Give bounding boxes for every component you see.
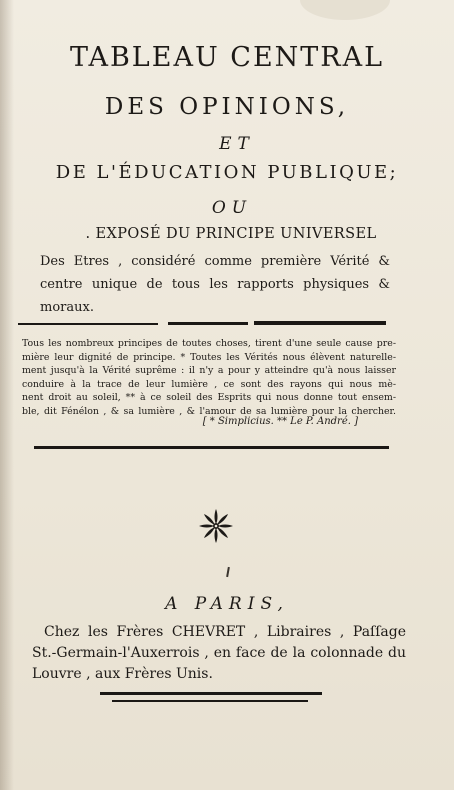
- paper-stain: [300, 0, 390, 20]
- imprint-place: A PARIS,: [165, 594, 289, 614]
- epigraph-line: nent droit au soleil, ** à ce soleil des Esprits qui nous donne tout ensem-: [22, 392, 396, 404]
- title-line-1: TABLEAU CENTRAL: [69, 42, 385, 73]
- ink-mark: [226, 567, 230, 577]
- title-line-6: . EXPOSÉ DU PRINCIPE UNIVERSEL: [85, 226, 377, 242]
- rule-top-middle: [168, 322, 248, 325]
- epigraph-attribution: [ * Simplicius. ** Le P. André. ]: [202, 416, 358, 427]
- epigraph-line: ble, dit Fénélon , & sa lumière , & l'amour de sa lumière pour la chercher.: [22, 405, 396, 417]
- imprint-line-1: Chez les Frères CHEVRET , Libraires , Paſſage: [44, 624, 406, 640]
- title-line-5: OU: [211, 198, 253, 218]
- rule-below-epigraph: [34, 446, 389, 449]
- epigraph-line: conduire à la trace de leur lumière , ce sont des rayons qui nous mè-: [22, 378, 396, 390]
- imprint: [32, 622, 406, 685]
- rule-bottom-lower: [112, 700, 308, 702]
- title-line-2: DES OPINIONS,: [104, 94, 350, 120]
- rule-bottom-upper: [100, 692, 322, 695]
- subtitle-line-2: centre unique de tous les rapports physiques &: [40, 277, 390, 292]
- imprint-line-3: Louvre , aux Frères Unis.: [32, 666, 213, 682]
- rule-top-left: [18, 323, 158, 325]
- fleuron-ornament: [197, 507, 235, 545]
- title-line-3: ET: [219, 134, 255, 154]
- rule-top-right: [254, 321, 386, 325]
- subtitle-line-3: moraux.: [40, 300, 94, 315]
- epigraph-line: ment jusqu'à la Vérité suprême : il n'y a pour y atteindre qu'à nous laisser: [22, 365, 396, 377]
- epigraph-line: Tous les nombreux principes de toutes choses, tirent d'une seule cause pre-: [22, 338, 396, 349]
- title-line-4: DE L'ÉDUCATION PUBLIQUE;: [55, 162, 399, 183]
- imprint-line-2: St.-Germain-l'Auxerrois , en face de la colonnade du: [32, 645, 406, 661]
- subtitle-line-1: Des Etres , considéré comme première Vérité &: [40, 254, 390, 269]
- subtitle: [40, 250, 390, 319]
- epigraph: [22, 337, 396, 419]
- epigraph-line: mière leur dignité de principe. * Toutes les Vérités nous élèvent naturelle-: [22, 351, 396, 363]
